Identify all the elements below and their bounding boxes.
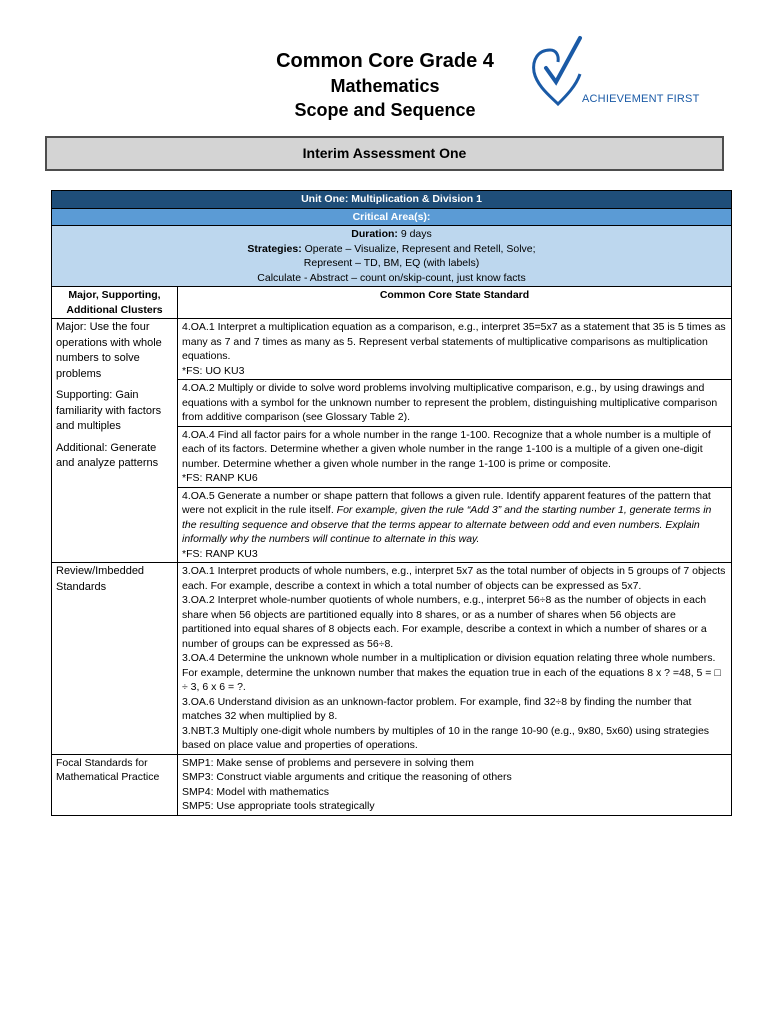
review-item: 3.NBT.3 Multiply one-digit whole numbers by multiples of 10 in the range 10-90 (e.g., 9x80, 5x60) using strategies based on place value and properties of operations. [182, 724, 710, 751]
cluster-supporting: Supporting: Gain familiarity with factors and multiples [56, 389, 162, 432]
strategies-line-3: Calculate - Abstract – count on/skip-count, just know facts [257, 271, 526, 284]
focal-label: Focal Standards for Mathematical Practice [52, 754, 178, 815]
review-row [52, 563, 732, 755]
duration-value: 9 days [397, 228, 432, 240]
focal-item: SMP5: Use appropriate tools strategically [182, 800, 375, 812]
critical-area: Critical Area(s): [52, 208, 732, 226]
standard-fs: *FS: UO KU3 [182, 364, 245, 377]
title-line-1: Common Core Grade 4 [276, 50, 494, 72]
unit-title-row [52, 191, 732, 209]
col2-header: Common Core State Standard [178, 287, 732, 319]
cluster-major: Major: Use the four operations with whole numbers to solve problems [56, 321, 162, 380]
focal-standards [178, 754, 732, 815]
standard-4-oa-5 [178, 487, 732, 563]
critical-area-row [52, 208, 732, 226]
standard-4-oa-2 [178, 380, 732, 427]
standard-text: 4.OA.5 Generate a number or shape pattern that follows a given rule. Identify apparent features of the pattern that were not explicit in the rule itself. [182, 489, 711, 516]
focal-item: SMP3: Construct viable arguments and critique the reasoning of others [182, 771, 512, 783]
standard-text: 4.OA.2 Multiply or divide to solve word problems involving multiplicative comparison, e.g., by using drawings and equations with a symbol for the unknown number to represent the problem, distinguishing multiplicative comparison from additive comparison (see Glossary Table 2). [182, 382, 718, 423]
standard-text: 4.OA.4 Find all factor pairs for a whole number in the range 1-100. Recognize that a whole number is a multiple of each of its factors. Determine whether a given whole number in the range 1-100 is a multiple of a given one-digit number. Determine whether a given whole number in the range 1-100 is prime or composite. [182, 428, 711, 470]
standard-fs: *FS: RANP KU3 [182, 547, 258, 560]
review-label: Review/Imbedded Standards [52, 563, 178, 755]
review-item: 3.OA.2 Interpret whole-number quotients of whole numbers, e.g., interpret 56÷8 as the number of objects in each share when 56 objects are partitioned equally into 8 shares, or as a number of shares when 56 objects are partitioned into equal shares of 8 objects each. For example, describe a context in which a number of shares or a number of groups can be expressed as 56÷8. [182, 594, 707, 650]
standard-example: For example, given the rule “Add 3” and the starting number 1, generate terms in the resulting sequence and observe that the terms appear to alternate between odd and even numbers. Explain informally why the numbers will continue to alternate in this way. [182, 504, 712, 545]
standard-text: 4.OA.1 Interpret a multiplication equation as a comparison, e.g., interpret 35=5x7 as a statement that 35 is 5 times as many as 7 and 7 times as many as 5. Represent verbal statements of multiplicative comparisons as multiplication equations. [182, 321, 726, 362]
standard-fs: *FS: RANP KU6 [182, 472, 258, 484]
standard-row [52, 319, 732, 380]
review-item: 3.OA.1 Interpret products of whole numbers, e.g., interpret 5x7 as the total number of objects in 5 groups of 7 objects each. For example, describe a context in which a total number of objects can be expressed as 5x7. [182, 565, 726, 592]
title-line-3: Scope and Sequence [294, 100, 476, 120]
focal-row [52, 754, 732, 815]
document-header [0, 0, 768, 130]
duration-label: Duration: [351, 228, 398, 240]
column-header-row [52, 287, 732, 319]
review-item: 3.OA.4 Determine the unknown whole number in a multiplication or division equation relating three whole numbers. For example, determine the unknown number that makes the equation true in each of the equations 8 x ? =48, 5 = □ ÷ 3, 6 x 6 = ?. [182, 652, 721, 693]
duration-strategies-cell [52, 226, 732, 287]
strategies-value: Operate – Visualize, Represent and Retell, Solve; [301, 242, 536, 255]
focal-item: SMP1: Make sense of problems and persevere in solving them [182, 756, 474, 769]
focal-item: SMP4: Model with mathematics [182, 785, 330, 798]
duration-row [52, 226, 732, 287]
cluster-additional: Additional: Generate and analyze patterns [56, 441, 159, 469]
col1-header: Major, Supporting, Additional Clusters [52, 287, 178, 319]
strategies-line-2: Represent – TD, BM, EQ (with labels) [303, 257, 480, 269]
unit-title: Unit One: Multiplication & Division 1 [52, 191, 732, 209]
strategies-label: Strategies: [247, 242, 302, 255]
title-block [230, 48, 540, 122]
title-line-2: Mathematics [330, 76, 440, 96]
assessment-banner: Interim Assessment One [45, 136, 724, 171]
review-item: 3.OA.6 Understand division as an unknown-factor problem. For example, find 32÷8 by finding the number that matches 32 when multiplied by 8. [182, 695, 692, 722]
achievement-first-logo [528, 34, 718, 114]
logo-text: ACHIEVEMENT FIRST [582, 93, 700, 105]
scope-sequence-table [51, 190, 732, 816]
standard-4-oa-4 [178, 426, 732, 487]
standard-4-oa-1 [178, 319, 732, 380]
review-standards [178, 563, 732, 755]
clusters-cell [52, 319, 178, 563]
